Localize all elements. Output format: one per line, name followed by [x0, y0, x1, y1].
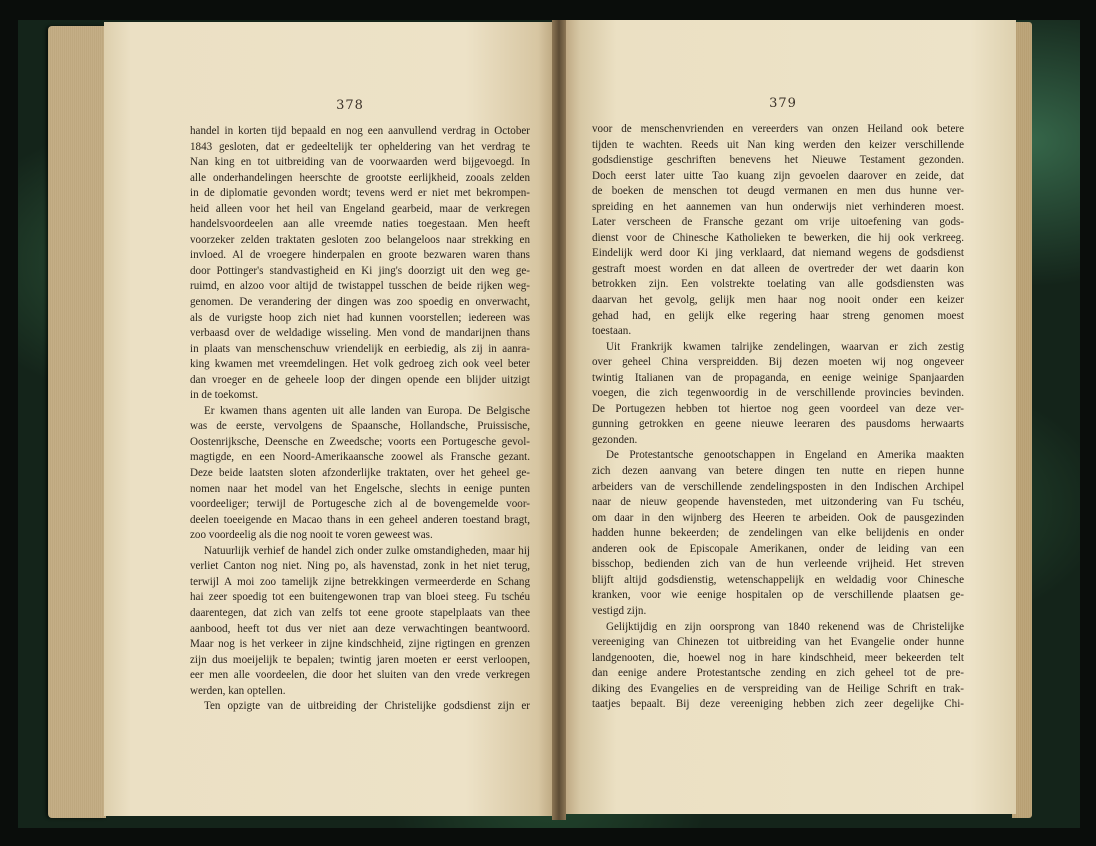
text-line: was de eerste, vervolgens de Spaansche, Hollandsche, Pruissische,: [190, 420, 530, 433]
text-line: voordeeliger; terwijl de Portugesche zich al de bovengemelde voor-: [190, 498, 530, 511]
text-line: daarvan het gevolg, gelijk men haar nog nooit onder een keizer: [592, 294, 964, 307]
text-line: godsdienstige geschriften benevens het Nieuwe Testament gezonden.: [592, 154, 964, 167]
text-line: dan eenige andere Protestantsche zending en zich geheel tot de pre-: [592, 667, 964, 680]
text-line: hai zeer spoedig tot een buitengewonen trap van bloei steeg. Fu tschéu: [190, 591, 530, 604]
text-line: Gelijktijdig en zijn oorsprong van 1840 rekenend was de Christelijke: [606, 620, 964, 633]
text-line: deelen toeeigende en Macao thans in een geheel anderen toestand bragt,: [190, 513, 530, 526]
book-gutter: [552, 20, 566, 820]
text-line: Er kwamen thans agenten uit alle landen van Europa. De Belgische: [204, 404, 530, 417]
text-line: bisschop, bedienden zich van de hun verleende vrijheid. Het streven: [592, 558, 964, 571]
text-line: door Pottinger's standvastigheid en Ki jing's doorzigt uit den weg ge-: [190, 264, 530, 277]
page-text: [190, 124, 530, 715]
text-line: voor de menschenvrienden en vereerders van onzen Heiland ook betere: [592, 123, 964, 135]
text-line: De Protestantsche genootschappen in Engeland en Amerika maakten: [606, 449, 964, 462]
left-page: [104, 22, 556, 816]
text-line: handel in korten tijd bepaald en nog een aanvullend verdrag in October: [190, 125, 530, 137]
text-line: verbaasd over de weldadige wisseling. Men vond de mandarijnen thans: [190, 327, 530, 340]
text-line: blijft altijd godsdienstig, wetenschappelijk en weldadig voor Chinesche: [592, 573, 964, 586]
text-line: handelsvoordeelen aan alle vreemde naties toegestaan. Men heeft: [190, 218, 530, 231]
text-line: Doch eerst later uitte Tao kuang zijn gevoelen daarover en zeide, dat: [592, 169, 964, 182]
text-line: taatjes bepaalt. Bij deze vereeniging hebben zich zeer degelijke Chi-: [592, 698, 964, 711]
text-line: de boeken de menschen tot deugd vermanen en men dus hunne ver-: [592, 185, 964, 198]
text-line: gezonden.: [592, 433, 638, 446]
text-line: arbeiders van de verschillende zendelingsposten in den Indischen Archipel: [592, 480, 964, 493]
text-line: naar de nieuw geopende havensteden, met uitzondering van Fu tschéu,: [592, 496, 964, 509]
page-text: [592, 122, 964, 713]
text-line: genomen. De verandering der dingen was zoo spoedig en onverwacht,: [190, 296, 530, 309]
text-line: Natuurlijk verhief de handel zich onder zulke omstandigheden, maar hij: [204, 544, 530, 557]
text-line: anderen ook de Episcopale Amerikanen, onder de leiding van een: [592, 542, 964, 555]
text-line: king kwamen met vreemdelingen. Het volk gedroeg zich ook veel beter: [190, 358, 530, 371]
text-line: over geheel China verspreidden. Bij dezen moeten wij nog ongeveer: [592, 356, 964, 369]
text-line: daarentegen, dat zich van zelfs tot eene groote stapelplaats van thee: [190, 606, 530, 619]
text-line: Maar nog is het verkeer in zijne kindschheid, zijne rigtingen en grenzen: [190, 638, 530, 651]
text-line: hadden hunne bekeerden; de zendelingen van elke belijdenis en onder: [592, 527, 964, 540]
text-line: Nan king en tot uitbreiding van de voorwaarden werd bijgevoegd. In: [190, 156, 530, 169]
text-line: De Portugezen hebben tot hiertoe nog geen voordeel van deze ver-: [592, 402, 964, 415]
text-line: twintig Italianen van de propaganda, en eenige weinige Spanjaarden: [592, 371, 964, 384]
text-line: nomen naar het model van het Engelsche, slechts in eenige punten: [190, 482, 530, 495]
text-line: Oostenrijksche, Deensche en Zweedsche; voorts een Portugesche gevol-: [190, 435, 530, 448]
text-line: vestigd zijn.: [592, 604, 647, 617]
text-line: dan vroeger en de geheele loop der dingen opende een blijder uitzigt: [190, 373, 530, 386]
text-line: Later verscheen de Fransche gezant om vrije uitoefening van gods-: [592, 216, 964, 229]
text-line: eer men alle voordeelen, die door het sluiten van den vrede verkregen: [190, 669, 530, 682]
page-edges-left: [48, 26, 106, 818]
text-line: dienst voor de Chinesche Katholieken te bewerken, die hij ook verkreeg.: [592, 231, 964, 244]
text-line: gunning getrokken en geene nieuwe leeraren des pausdoms herwaarts: [592, 418, 964, 431]
text-line: alle onderhandelingen heerschte de grootste eerlijkheid, zooals zelden: [190, 171, 530, 184]
text-line: zoo voordeelig als die nog nooit te voren geweest was.: [190, 529, 433, 542]
text-line: gehad had, en gelijk elke regering haar streng genomen moest: [592, 309, 964, 322]
text-line: ruimd, en alzoo voor altijd de twistappel tusschen de beide rijken weg-: [190, 280, 530, 293]
text-line: zich dezen aanvang van betere dingen ten nutte en riepen hunne: [592, 465, 964, 478]
text-line: spreiding en het aannemen van hun onderwijs niet verhinderen moest.: [592, 200, 964, 213]
text-line: zijn dus moeijelijk te bepalen; twintig jaren moeten er eerst verloopen,: [190, 653, 530, 666]
text-line: in de toekomst.: [190, 389, 259, 402]
text-line: voegen, die zich tegenwoordig in de verschillende provincies bevinden.: [592, 387, 964, 400]
page-number: 379: [769, 96, 797, 111]
text-line: heid alleen voor het heil van Engeland gearbeid, maar de verkregen: [190, 202, 530, 215]
text-line: toestaan.: [592, 325, 632, 338]
text-line: werden, kan optellen.: [190, 684, 286, 697]
text-line: verliet Canton nog niet. Ning po, als havenstad, zonk in het niet terug,: [190, 560, 530, 573]
text-line: 1843 gesloten, dat er gedeeltelijk ter opheldering van het verdrag te: [190, 140, 530, 153]
text-line: landgenooten, die, hoewel nog in hare kindschheid, meer bekeerden telt: [592, 651, 964, 664]
text-line: kranken, voor wie eenige hospitalen op de verschillende plaatsen ge-: [592, 589, 964, 602]
text-line: gestraft moest worden en dat alleen de overtreder der wet daarin kon: [592, 262, 964, 275]
text-line: invloed. Al de vroegere hinderpalen en groote bezwaren waren thans: [190, 249, 530, 262]
text-line: betrokken zijn. Een volstrekte toelating van alle godsdiensten was: [592, 278, 964, 291]
right-page: [562, 20, 1016, 814]
text-line: Eindelijk werd door Ki jing verklaard, dat niemand wegens de godsdienst: [592, 247, 964, 260]
text-line: Ten opzigte van de uitbreiding der Christelijke godsdienst zijn er: [204, 700, 530, 713]
text-line: Deze beide laatsten sloten afzonderlijke traktaten, over het geheel ge-: [190, 467, 530, 480]
page-number: 378: [336, 98, 364, 113]
text-line: voorzeker zelden traktaten gesloten zoo belangeloos naar strekking en: [190, 233, 530, 246]
text-line: magtigde, en een Noord-Amerikaansche zoowel als Fransche gezant.: [190, 451, 530, 464]
text-line: vereeniging van Chinezen tot uitbreiding van het Evangelie onder hunne: [592, 636, 964, 649]
text-line: om daar in den wijnberg des Heeren te arbeiden. Ook de pausgezinden: [592, 511, 964, 524]
text-line: tijden te wachten. Reeds uit Nan king werden den keizer verschillende: [592, 138, 964, 151]
text-line: diking des Evangelies en de verspreiding van de Heilige Schrift en trak-: [592, 682, 964, 695]
text-line: in de diplomatie gevonden wordt; tevens werd er niet met bekrompen-: [190, 187, 530, 200]
text-line: terwijl A moi zoo tamelijk zijne betrekkingen vermeerderde en Schang: [190, 575, 530, 588]
text-line: Uit Frankrijk kwamen talrijke zendelingen, waarvan er zich zestig: [606, 340, 964, 353]
text-line: als de vurigste hoop zich niet had kunnen voorstellen; iedereen was: [190, 311, 530, 324]
text-line: aanbood, heeft tot dus ver niet aan deze verwachtingen beantwoord.: [190, 622, 530, 635]
text-line: in plaats van menschenschuw vriendelijk en eerbiedig, als zij in aanra-: [190, 342, 530, 355]
